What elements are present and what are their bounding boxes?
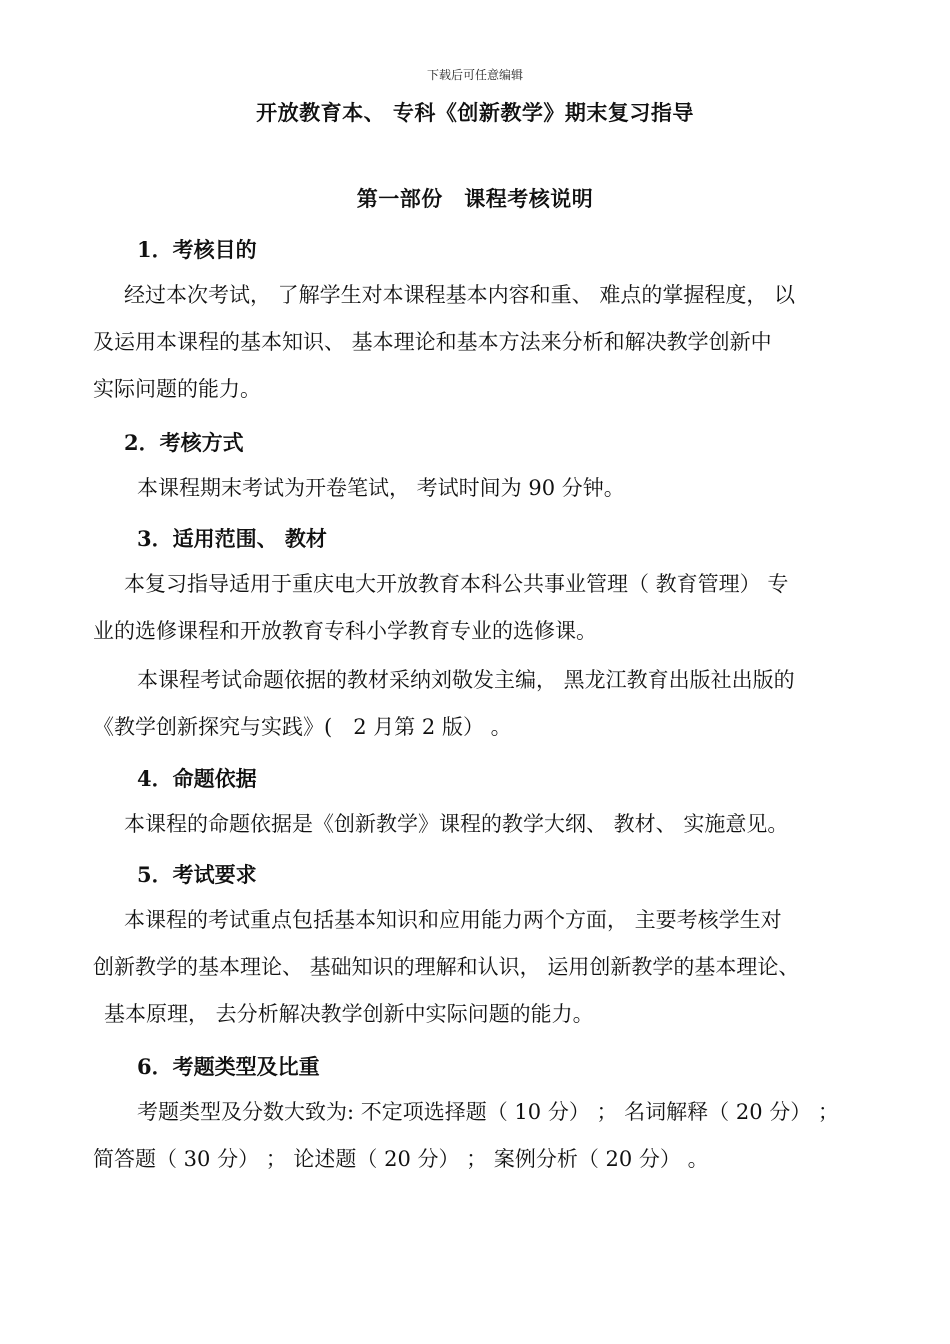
paragraph-line: 本课程考试命题依据的教材采纳刘敬发主编， 黑龙江教育出版社出版的 [137, 668, 795, 692]
section-paragraph [93, 897, 799, 1038]
paragraph-line: 创新教学的基本理论、 基础知识的理解和认识， 运用创新教学的基本理论、 [93, 955, 800, 979]
paragraph-line: 本复习指导适用于重庆电大开放教育本科公共事业管理（ 教育管理） 专 [124, 572, 789, 596]
paragraph-line: 本课程的命题依据是《创新教学》课程的教学大纲、 教材、 实施意见。 [124, 812, 789, 836]
section-paragraph [137, 465, 625, 512]
section-paragraph [93, 1089, 839, 1183]
section-paragraph [124, 801, 788, 848]
paragraph-line: 及运用本课程的基本知识、 基本理论和基本方法来分析和解决教学创新中 [93, 330, 772, 354]
paragraph-line: 业的选修课程和开放教育专科小学教育专业的选修课。 [93, 619, 597, 643]
paragraph-line: 基本原理， 去分析解决教学创新中实际问题的能力。 [104, 1002, 594, 1026]
header-note: 下载后可任意编辑 [426, 68, 523, 82]
paragraph-line: 本课程的考试重点包括基本知识和应用能力两个方面， 主要考核学生对 [124, 908, 782, 932]
paragraph-line: 实际问题的能力。 [93, 377, 261, 401]
document-title: 开放教育本、 专科《创新教学》期末复习指导 [256, 100, 694, 125]
section-paragraph [93, 657, 795, 751]
section-heading: 2．考核方式 [124, 430, 244, 455]
section-paragraph [93, 272, 795, 413]
part-title: 第一部份 课程考核说明 [356, 186, 594, 211]
section-heading: 6．考题类型及比重 [137, 1054, 320, 1079]
paragraph-line: 经过本次考试， 了解学生对本课程基本内容和重、 难点的掌握程度， 以 [124, 283, 796, 307]
section-paragraph [93, 561, 788, 655]
section-heading: 3．适用范围、 教材 [137, 526, 327, 551]
paragraph-line: 本课程期末考试为开卷笔试， 考试时间为 90 分钟。 [137, 476, 625, 500]
section-heading: 1．考核目的 [137, 237, 257, 262]
paragraph-line: 《教学创新探究与实践》( 2 月第 2 版） 。 [93, 715, 512, 739]
section-heading: 5．考试要求 [137, 862, 257, 887]
section-heading: 4．命题依据 [137, 766, 257, 791]
paragraph-line: 简答题（ 30 分） ； 论述题（ 20 分） ； 案例分析（ 20 分） 。 [93, 1147, 709, 1171]
paragraph-line: 考题类型及分数大致为: 不定项选择题（ 10 分） ； 名词解释（ 20 分） ； [137, 1100, 839, 1124]
